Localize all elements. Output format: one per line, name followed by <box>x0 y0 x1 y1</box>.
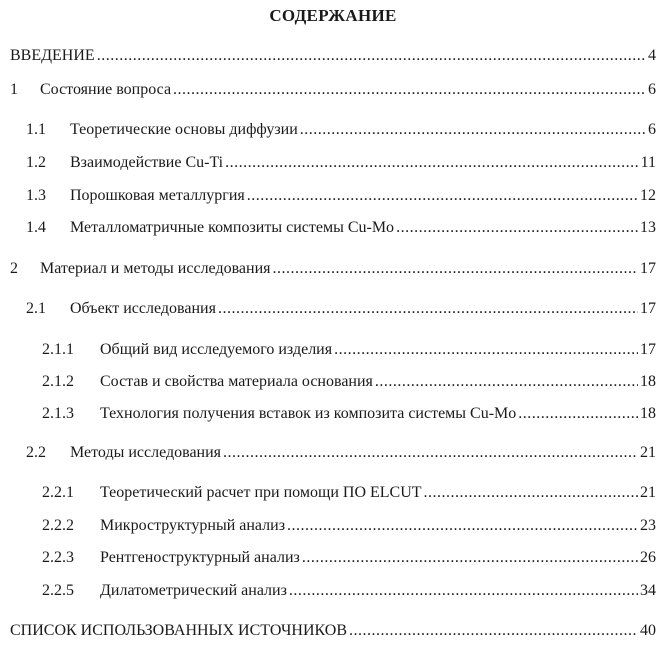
toc-title: СОДЕРЖАНИЕ <box>269 6 397 25</box>
toc-entry-page: 21 <box>640 444 656 461</box>
toc-entry-page: 18 <box>640 405 656 422</box>
toc-entry-page: 34 <box>640 582 656 599</box>
dot-leader <box>247 185 638 207</box>
dot-leader <box>287 515 638 537</box>
toc-entry-number: 1.1 <box>26 121 46 138</box>
toc-entry-2[interactable] <box>10 258 656 280</box>
toc-entry-page: 17 <box>640 260 656 277</box>
toc-entry-label: Состав и свойства материала основания <box>100 373 373 390</box>
toc-entry-number: 2.2.5 <box>42 582 74 599</box>
toc-entry-2-2-2[interactable] <box>42 515 656 537</box>
toc-entry-number: 2.1.3 <box>42 405 74 422</box>
toc-entry-label: Состояние вопроса <box>40 81 172 98</box>
dot-leader <box>424 482 638 504</box>
dot-leader <box>225 152 639 174</box>
toc-entry-2-1[interactable] <box>26 298 656 320</box>
toc-entry-label: Микроструктурный анализ <box>100 517 286 534</box>
toc-entry-2-1-2[interactable] <box>42 371 656 393</box>
toc-entry-1-1[interactable] <box>26 119 656 141</box>
toc-entry-1[interactable] <box>10 79 656 101</box>
toc-entry-label: Рентгеноструктурный анализ <box>100 549 300 566</box>
dot-leader <box>302 547 638 569</box>
dot-leader <box>334 339 638 361</box>
dot-leader <box>375 371 638 393</box>
toc-entry-page: 26 <box>640 549 656 566</box>
toc-entry-1-4[interactable] <box>26 217 656 239</box>
toc-entry-2-1-1[interactable] <box>42 339 656 361</box>
dot-leader <box>273 258 638 280</box>
toc-entry-label: Материал и методы исследования <box>40 260 271 277</box>
toc-entry-page: 6 <box>648 121 656 138</box>
toc-entry-page: 12 <box>640 187 656 204</box>
toc-entry-label: Технология получения вставок из композита системы Cu-Mo <box>100 405 517 422</box>
dot-leader <box>349 620 638 642</box>
dot-leader <box>518 403 638 425</box>
dot-leader <box>396 217 638 239</box>
toc-entry-number: 2.1.2 <box>42 373 74 390</box>
dot-leader <box>173 79 646 101</box>
toc-entry-number: 2 <box>10 260 18 277</box>
toc-entry-1-2[interactable] <box>26 152 656 174</box>
dot-leader <box>300 119 646 141</box>
toc-entry-page: 6 <box>648 81 656 98</box>
toc-entry-number: 2.2 <box>26 444 46 461</box>
toc-entry-label: Порошковая металлургия <box>70 187 245 204</box>
toc-entry-2-2-3[interactable] <box>42 547 656 569</box>
toc-entry-1-3[interactable] <box>26 185 656 207</box>
toc-entry-label: Общий вид исследуемого изделия <box>100 341 333 358</box>
toc-entry-label: Теоретические основы диффузии <box>70 121 298 138</box>
dot-leader <box>223 442 638 464</box>
toc-entry-2-2-5[interactable] <box>42 580 656 602</box>
toc-entry-introduction[interactable] <box>10 45 656 67</box>
toc-entry-label: Теоретический расчет при помощи ПО ELCUT <box>100 484 422 501</box>
toc-entry-page: 21 <box>640 484 656 501</box>
toc-entry-2-2[interactable] <box>26 442 656 464</box>
toc-entry-label: Дилатометрический анализ <box>100 582 287 599</box>
toc-entry-number: 1.2 <box>26 154 46 171</box>
toc-entry-page: 17 <box>640 300 656 317</box>
toc-entry-number: 2.2.3 <box>42 549 74 566</box>
dot-leader <box>97 45 646 67</box>
toc-entry-page: 4 <box>648 47 656 64</box>
toc-entry-number: 1.4 <box>26 219 46 236</box>
toc-entry-number: 1.3 <box>26 187 46 204</box>
toc-entry-references[interactable] <box>10 620 656 642</box>
toc-entry-page: 40 <box>640 622 656 639</box>
toc-entry-label: СПИСОК ИСПОЛЬЗОВАННЫХ ИСТОЧНИКОВ <box>10 622 348 639</box>
toc-entry-label: Взаимодействие Cu-Ti <box>70 154 224 171</box>
dot-leader <box>289 580 638 602</box>
toc-entry-label: Объект исследования <box>70 300 216 317</box>
toc-entry-page: 23 <box>640 517 656 534</box>
toc-entry-label: Металломатричные композиты системы Cu-Mo <box>70 219 395 236</box>
dot-leader <box>218 298 638 320</box>
toc-entry-number: 2.2.2 <box>42 517 74 534</box>
toc-entry-page: 13 <box>640 219 656 236</box>
toc-entry-label: ВВЕДЕНИЕ <box>10 47 95 64</box>
toc-entry-number: 2.1 <box>26 300 46 317</box>
toc-entry-label: Методы исследования <box>70 444 222 461</box>
toc-entry-2-1-3[interactable] <box>42 403 656 425</box>
toc-entry-page: 11 <box>640 154 656 171</box>
toc-entry-number: 2.1.1 <box>42 341 74 358</box>
toc-entry-2-2-1[interactable] <box>42 482 656 504</box>
toc-entry-page: 18 <box>640 373 656 390</box>
toc-entry-number: 1 <box>10 81 18 98</box>
toc-entry-number: 2.2.1 <box>42 484 74 501</box>
toc-entry-page: 17 <box>640 341 656 358</box>
